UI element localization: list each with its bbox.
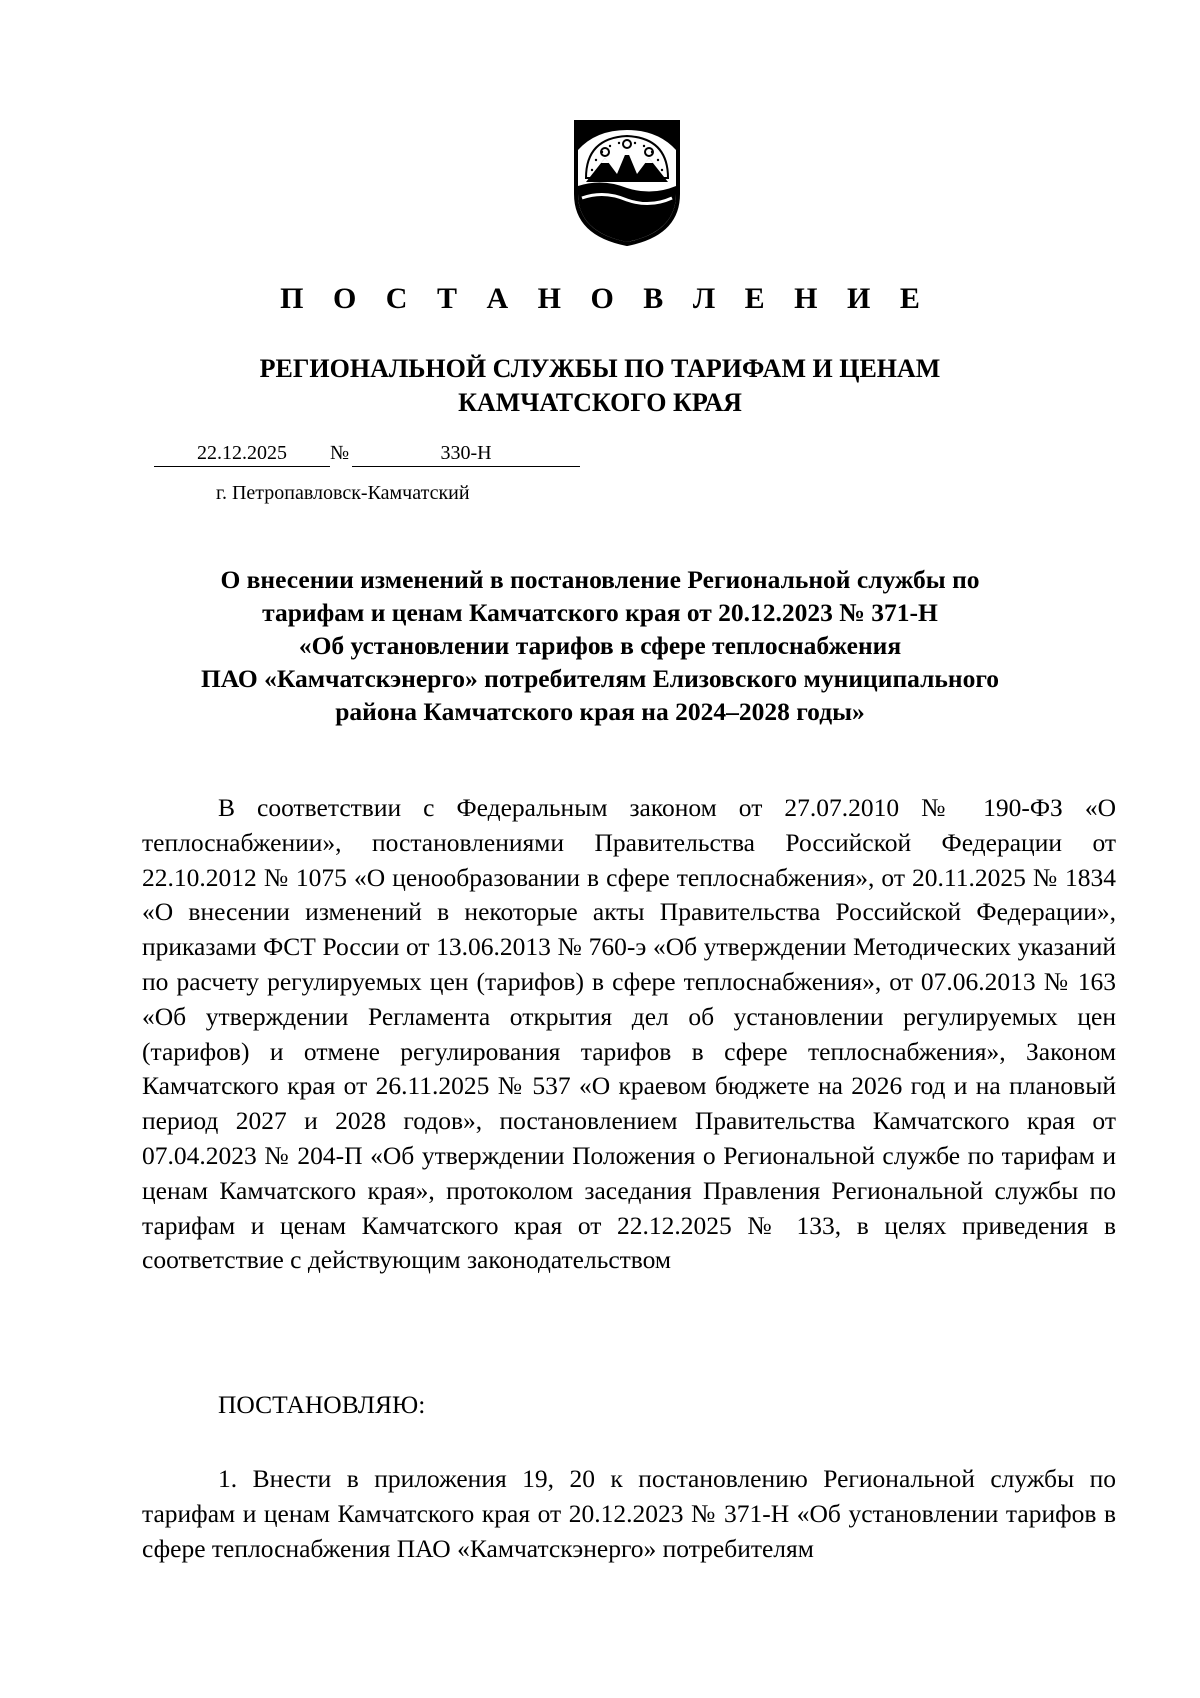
authority-line-2: КАМЧАТСКОГО КРАЯ xyxy=(458,388,742,417)
issuing-authority xyxy=(0,352,1200,420)
title-line-1: О внесении изменений в постановление Региональной службы по xyxy=(220,565,980,594)
issue-city: г. Петропавловск-Камчатский xyxy=(216,482,470,504)
authority-line-1: РЕГИОНАЛЬНОЙ СЛУЖБЫ ПО ТАРИФАМ И ЦЕНАМ xyxy=(259,354,941,383)
document-number: 330-Н xyxy=(352,440,580,467)
title-line-4: ПАО «Камчатскэнерго» потребителям Елизовского муниципального xyxy=(200,664,1000,693)
document-title xyxy=(0,563,1200,728)
title-line-5: района Камчатского края на 2024–2028 годы» xyxy=(335,697,865,726)
kamchatka-coat-of-arms-icon xyxy=(572,116,682,248)
decree-word: ПОСТАНОВЛЯЮ: xyxy=(218,1390,426,1419)
number-sign: № xyxy=(330,442,350,464)
preamble-paragraph: В соответствии с Федеральным законом от 27.07.2010 № 190-ФЗ «О теплоснабжении», постановлениями Правительства Российской Федерации от 22.10.2012 № 1075 «О ценообразовании в сфере теплоснабжения», от 20.11.2025 № 1834 «О внесении изменений в некоторые акты Правительства Российской Федерации», приказами ФСТ России от 13.06.2013 № 760-э «Об утверждении Методических указаний по расчету регулируемых цен (тарифов) в сфере теплоснабжения», от 07.06.2013 № 163 «Об утверждении Регламента открытия дел об установлении регулируемых цен (тарифов) и отмене регулирования тарифов в сфере теплоснабжения», Законом Камчатского края от 26.11.2025 № 537 «О краевом бюджете на 2026 год и на плановый период 2027 и 2028 годов», постановлением Правительства Камчатского края от 07.04.2023 № 204-П «Об утверждении Положения о Региональной службе по тарифам и ценам Камчатского края», протоколом заседания Правления Региональной службы по тарифам и ценам Камчатского края от 22.12.2025 № 133, в целях приведения в соответствие с действующим законодательством xyxy=(142,793,1116,1275)
title-line-3: «Об установлении тарифов в сфере теплоснабжения xyxy=(298,631,902,660)
title-line-2: тарифам и ценам Камчатского края от 20.12.2023 № 371-Н xyxy=(262,598,938,627)
item-1-paragraph: 1. Внести в приложения 19, 20 к постановлению Региональной службы по тарифам и ценам Камчатского края от 20.12.2023 № 371-Н «Об установлении тарифов в сфере теплоснабжения ПАО «Камчатскэнерго» потребителям xyxy=(142,1464,1116,1563)
document-date: 22.12.2025 xyxy=(154,440,330,467)
document-type-heading: П О С Т А Н О В Л Е Н И Е xyxy=(280,282,931,315)
